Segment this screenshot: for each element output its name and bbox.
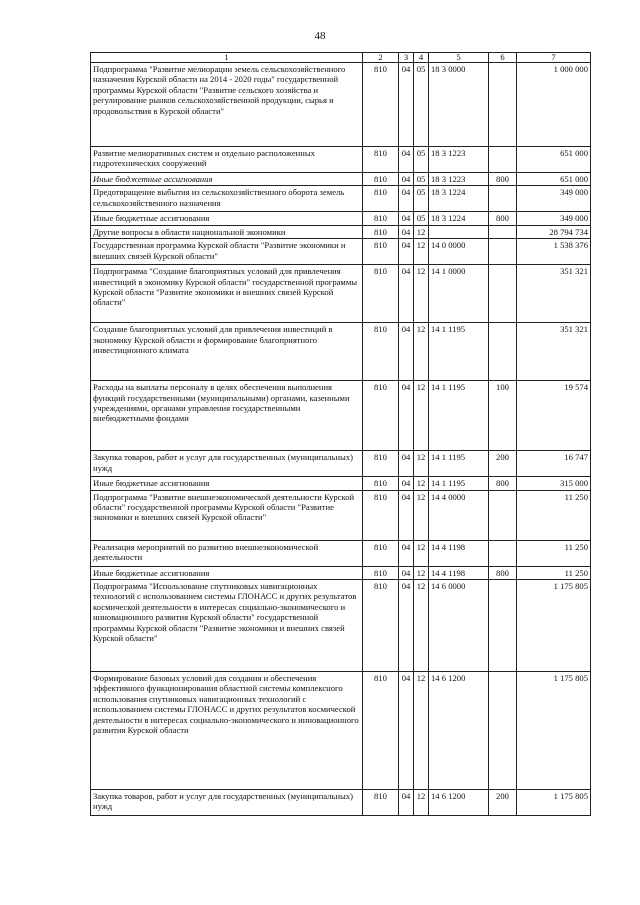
- row-name: Иные бюджетные ассигнования: [91, 212, 363, 225]
- row-vr: 800: [489, 477, 517, 490]
- row-csr: 14 6 1200: [429, 672, 489, 790]
- row-amount: 28 794 734: [517, 225, 591, 238]
- row-ved: 810: [363, 540, 399, 566]
- header-cell-pr: 4: [414, 53, 429, 63]
- row-csr: 14 1 1195: [429, 477, 489, 490]
- table-row: [91, 212, 591, 225]
- row-vr: [489, 540, 517, 566]
- row-ved: 810: [363, 490, 399, 540]
- row-rz: 04: [399, 239, 414, 265]
- row-amount: 16 747: [517, 451, 591, 477]
- row-csr: 14 1 1195: [429, 451, 489, 477]
- row-rz: 04: [399, 323, 414, 381]
- row-csr: 18 3 1223: [429, 147, 489, 173]
- row-ved: 810: [363, 477, 399, 490]
- row-ved: 810: [363, 225, 399, 238]
- row-pr: 12: [414, 451, 429, 477]
- row-pr: 12: [414, 239, 429, 265]
- row-amount: 19 574: [517, 381, 591, 451]
- row-vr: [489, 63, 517, 147]
- table-row: [91, 540, 591, 566]
- row-csr: 18 3 1224: [429, 212, 489, 225]
- header-cell-rz: 3: [399, 53, 414, 63]
- row-pr: 12: [414, 790, 429, 816]
- row-name: Расходы на выплаты персоналу в целях обеспечения выполнения функций государственными (муниципальными) органами, казенными учреждениями, органами управления государственными внебюджетными фондами: [91, 381, 363, 451]
- row-name: Реализация мероприятий по развитию внешнеэкономической деятельности: [91, 540, 363, 566]
- row-pr: 05: [414, 212, 429, 225]
- row-name: Закупка товаров, работ и услуг для государственных (муниципальных) нужд: [91, 790, 363, 816]
- table-row: [91, 225, 591, 238]
- row-name: Подпрограмма "Создание благоприятных условий для привлечения инвестиций в экономику Курской области" государственной программы Курской области "Развитие экономики и внешних связей Курской области": [91, 265, 363, 323]
- row-pr: 12: [414, 672, 429, 790]
- row-name: Иные бюджетные ассигнования: [91, 477, 363, 490]
- row-rz: 04: [399, 790, 414, 816]
- row-csr: 14 4 1198: [429, 540, 489, 566]
- row-vr: 200: [489, 790, 517, 816]
- row-vr: [489, 225, 517, 238]
- table-row: [91, 186, 591, 212]
- row-rz: 04: [399, 225, 414, 238]
- row-rz: 04: [399, 381, 414, 451]
- row-pr: 05: [414, 173, 429, 186]
- row-pr: 12: [414, 477, 429, 490]
- row-ved: 810: [363, 451, 399, 477]
- row-ved: 810: [363, 580, 399, 672]
- row-ved: 810: [363, 186, 399, 212]
- row-name: Предотвращение выбытия из сельскохозяйственного оборота земель сельскохозяйственного назначения: [91, 186, 363, 212]
- row-pr: 12: [414, 323, 429, 381]
- row-rz: 04: [399, 490, 414, 540]
- row-pr: 12: [414, 265, 429, 323]
- row-pr: 12: [414, 580, 429, 672]
- row-vr: 800: [489, 566, 517, 579]
- row-pr: 05: [414, 186, 429, 212]
- row-csr: [429, 225, 489, 238]
- row-amount: 351 321: [517, 265, 591, 323]
- row-vr: [489, 186, 517, 212]
- header-cell-vr: 6: [489, 53, 517, 63]
- budget-table: [90, 52, 591, 816]
- row-name: Иные бюджетные ассигнования: [91, 566, 363, 579]
- table-row: [91, 580, 591, 672]
- row-rz: 04: [399, 212, 414, 225]
- row-csr: 14 1 0000: [429, 265, 489, 323]
- row-csr: 18 3 1223: [429, 173, 489, 186]
- row-ved: 810: [363, 381, 399, 451]
- row-name: Подпрограмма "Развитие внешнеэкономической деятельности Курской области" государственной программы Курской области "Развитие экономики и внешних связей Курской области": [91, 490, 363, 540]
- row-ved: 810: [363, 265, 399, 323]
- table-row: [91, 173, 591, 186]
- row-vr: [489, 580, 517, 672]
- row-rz: 04: [399, 540, 414, 566]
- row-vr: 800: [489, 212, 517, 225]
- table-row: [91, 265, 591, 323]
- row-csr: 14 6 0000: [429, 580, 489, 672]
- row-pr: 12: [414, 225, 429, 238]
- row-csr: 14 4 1198: [429, 566, 489, 579]
- header-cell-amount: 7: [517, 53, 591, 63]
- row-amount: 11 250: [517, 540, 591, 566]
- table-row: [91, 451, 591, 477]
- row-csr: 14 4 0000: [429, 490, 489, 540]
- table-row: [91, 63, 591, 147]
- row-amount: 351 321: [517, 323, 591, 381]
- row-vr: [489, 239, 517, 265]
- row-vr: [489, 147, 517, 173]
- row-rz: 04: [399, 63, 414, 147]
- row-vr: 800: [489, 173, 517, 186]
- row-ved: 810: [363, 672, 399, 790]
- row-name: Другие вопросы в области национальной экономики: [91, 225, 363, 238]
- row-rz: 04: [399, 186, 414, 212]
- table-row: [91, 672, 591, 790]
- row-name: Создание благоприятных условий для привлечения инвестиций в экономику Курской области и формирование благоприятного инвестиционного климата: [91, 323, 363, 381]
- row-amount: 349 000: [517, 212, 591, 225]
- row-amount: 11 250: [517, 566, 591, 579]
- row-vr: 200: [489, 451, 517, 477]
- row-amount: 1 538 376: [517, 239, 591, 265]
- table-row: [91, 790, 591, 816]
- row-amount: 651 000: [517, 147, 591, 173]
- row-rz: 04: [399, 580, 414, 672]
- row-name: Подпрограмма "Использование спутниковых навигационных технологий с использованием системы ГЛОНАСС и других результатов космической деятельности в интересах социально-экономического и инновационного развития Курской области" государственной программы Курской области "Развитие экономики и внешних связей Курской области": [91, 580, 363, 672]
- row-rz: 04: [399, 265, 414, 323]
- row-pr: 05: [414, 147, 429, 173]
- header-cell-csr: 5: [429, 53, 489, 63]
- header-row: [91, 53, 591, 63]
- row-amount: 1 000 000: [517, 63, 591, 147]
- header-cell-ved: 2: [363, 53, 399, 63]
- table-row: [91, 147, 591, 173]
- table-row: [91, 381, 591, 451]
- row-pr: 12: [414, 490, 429, 540]
- row-ved: 810: [363, 566, 399, 579]
- row-ved: 810: [363, 147, 399, 173]
- row-amount: 315 000: [517, 477, 591, 490]
- row-name: Иные бюджетные ассигнования: [91, 173, 363, 186]
- row-csr: 14 1 1195: [429, 381, 489, 451]
- row-vr: 100: [489, 381, 517, 451]
- row-name: Закупка товаров, работ и услуг для государственных (муниципальных) нужд: [91, 451, 363, 477]
- row-name: Подпрограмма "Развитие мелиорации земель сельскохозяйственного назначения Курской области на 2014 - 2020 годы" государственной программы Курской области "Развитие сельского хозяйства и регулирование рынков сельскохозяйственной продукции, сырья и продовольствия в Курской области": [91, 63, 363, 147]
- row-csr: 18 3 0000: [429, 63, 489, 147]
- row-amount: 11 250: [517, 490, 591, 540]
- row-amount: 651 000: [517, 173, 591, 186]
- row-rz: 04: [399, 173, 414, 186]
- row-csr: 14 1 1195: [429, 323, 489, 381]
- row-pr: 05: [414, 63, 429, 147]
- row-vr: [489, 672, 517, 790]
- row-amount: 1 175 805: [517, 790, 591, 816]
- row-vr: [489, 323, 517, 381]
- row-vr: [489, 265, 517, 323]
- row-rz: 04: [399, 147, 414, 173]
- row-pr: 12: [414, 540, 429, 566]
- row-amount: 349 000: [517, 186, 591, 212]
- row-rz: 04: [399, 566, 414, 579]
- row-ved: 810: [363, 212, 399, 225]
- row-rz: 04: [399, 672, 414, 790]
- row-amount: 1 175 805: [517, 580, 591, 672]
- header-cell-name: 1: [91, 53, 363, 63]
- row-rz: 04: [399, 451, 414, 477]
- row-pr: 12: [414, 566, 429, 579]
- row-vr: [489, 490, 517, 540]
- page-number: 48: [314, 30, 326, 42]
- row-ved: 810: [363, 173, 399, 186]
- table-row: [91, 490, 591, 540]
- row-csr: 14 0 0000: [429, 239, 489, 265]
- row-ved: 810: [363, 63, 399, 147]
- row-name: Государственная программа Курской области "Развитие экономики и внешних связей Курской области": [91, 239, 363, 265]
- table-row: [91, 239, 591, 265]
- row-ved: 810: [363, 239, 399, 265]
- row-ved: 810: [363, 790, 399, 816]
- table-row: [91, 566, 591, 579]
- row-name: Формирование базовых условий для создания и обеспечения эффективного функционирования областной системы комплексного использования спутниковых навигационных технологий с использованием системы ГЛОНАСС и других результатов космической деятельности в интересах социально-экономического и инновационного развития Курской области: [91, 672, 363, 790]
- row-csr: 14 6 1200: [429, 790, 489, 816]
- row-pr: 12: [414, 381, 429, 451]
- row-rz: 04: [399, 477, 414, 490]
- row-name: Развитие мелиоративных систем и отдельно расположенных гидротехнических сооружений: [91, 147, 363, 173]
- table-row: [91, 477, 591, 490]
- row-csr: 18 3 1224: [429, 186, 489, 212]
- table-row: [91, 323, 591, 381]
- row-ved: 810: [363, 323, 399, 381]
- row-amount: 1 175 805: [517, 672, 591, 790]
